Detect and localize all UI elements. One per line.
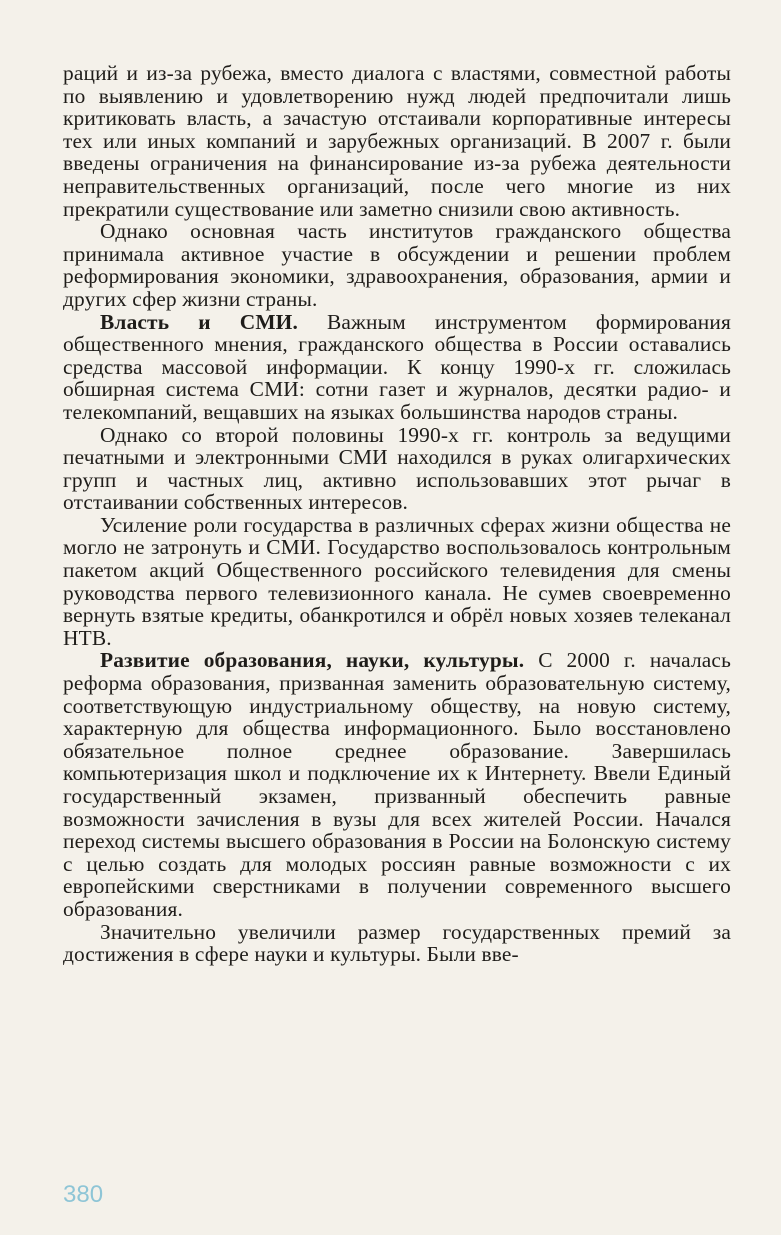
page-number: 380	[63, 1181, 104, 1208]
section-heading-power-and-media: Власть и СМИ.	[100, 309, 298, 334]
paragraph-1	[63, 62, 731, 220]
paragraph-text: раций и из-за рубежа, вместо диалога с властями, совместной работы по выявлению и удовлетворению нужд людей предпочитали лишь критиковать власть, а зачастую отстаивали корпоративные интересы тех или иных компаний и зарубежных организаций. В 2007 г. были введены ограничения на финансирование из-за рубежа деятельности неправительственных организаций, после чего многие из них прекратили существование или заметно снизили свою активность.	[63, 61, 731, 221]
paragraph-4	[63, 424, 731, 514]
paragraph-text: Важным инструментом формирования общественного мнения, гражданского общества в России оставались средства массовой информации. К концу 1990-х гг. сложилась обширная система СМИ: сотни газет и журналов, десятки радио- и телекомпаний, вещавших на языках большинства народов страны.	[63, 309, 731, 424]
paragraph-power-and-media	[63, 311, 731, 424]
paragraph-text: Однако основная часть институтов гражданского общества принимала активное участие в обсуждении и решении проблем реформирования экономики, здравоохранения, образования, армии и других сфер жизни страны.	[63, 219, 731, 311]
body-text	[63, 62, 731, 966]
paragraph-text: Значительно увеличили размер государственных премий за достижения в сфере науки и культуры. Были вве-	[63, 919, 731, 967]
paragraph-text: Усиление роли государства в различных сферах жизни общества не могло не затронуть и СМИ. Государство воспользовалось контрольным пакетом акций Общественного российского телевидения для смены руководства первого телевизионного канала. Не сумев своевременно вернуть взятые кредиты, обанкротился и обрёл новых хозяев телеканал НТВ.	[63, 512, 731, 650]
paragraph-7	[63, 921, 731, 966]
paragraph-text: С 2000 г. началась реформа образования, призванная заменить образовательную систему, соответствующую индустриальному обществу, на новую систему, характерную для общества информационного. Было восстановлено обязательное полное среднее образование. Завершилась компьютеризация школ и подключение их к Интернету. Ввели Единый государственный экзамен, призванный обеспечить равные возможности зачисления в вузы для всех жителей России. Начался переход системы высшего образования в России на Болонскую систему с целью создать для молодых россиян равные возможности с их европейскими сверстниками в получении современного высшего образования.	[63, 648, 731, 921]
paragraph-2	[63, 220, 731, 310]
section-heading-education-science-culture: Развитие образования, науки, культуры.	[100, 648, 525, 673]
paragraph-education-science-culture	[63, 649, 731, 920]
paragraph-text: Однако со второй половины 1990-х гг. контроль за ведущими печатными и электронными СМИ находился в руках олигархических групп и частных лиц, активно использовавших этот рычаг в отстаивании собственных интересов.	[63, 422, 731, 515]
paragraph-5	[63, 514, 731, 650]
